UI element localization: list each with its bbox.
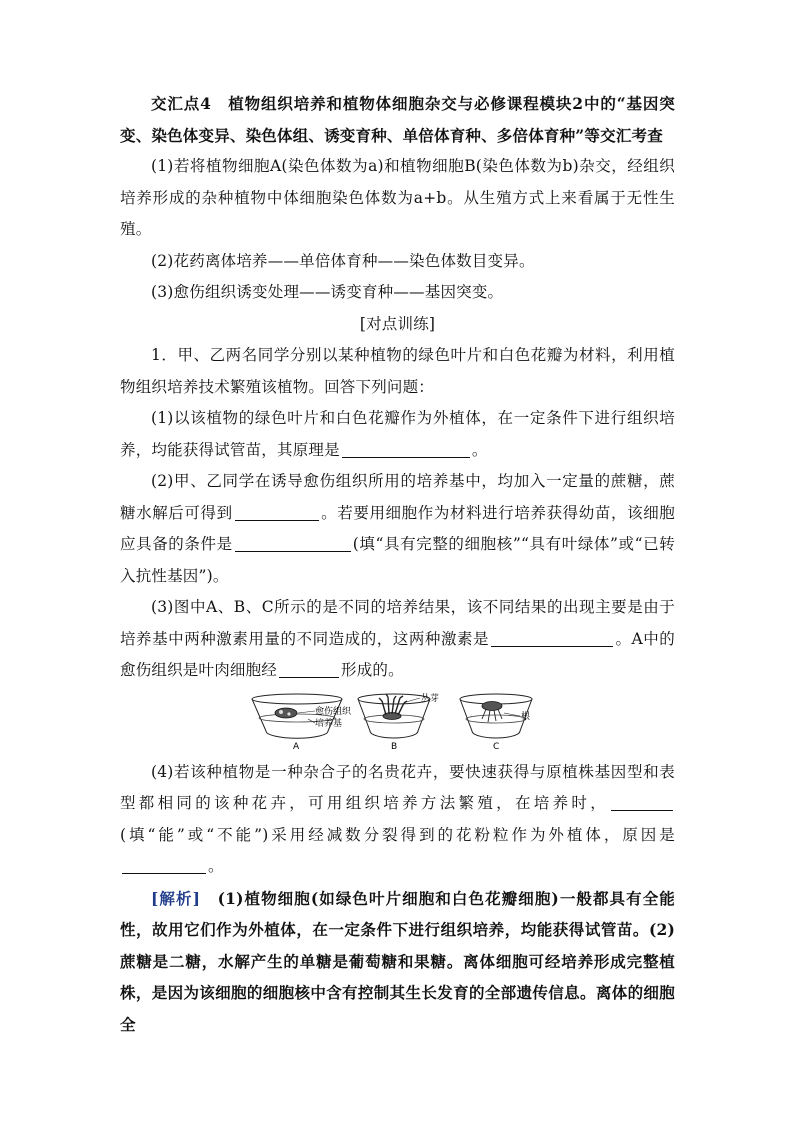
answer-blank-3[interactable]: [235, 535, 351, 552]
q4-text-a: (4)若该种植物是一种杂合子的名贵花卉，要快速获得与原植株基因型和表型都相同的该种花卉，可用组织培养方法繁殖，在培养时，: [120, 762, 675, 812]
label-a: A: [292, 741, 299, 752]
label-b: B: [390, 741, 397, 752]
callus-detail: [279, 710, 283, 714]
callus-mass: [275, 708, 297, 718]
shoot-pointer: [406, 698, 420, 702]
section-point-3: (3)愈伤组织诱变处理——诱变育种——基因突变。: [151, 283, 504, 301]
answer-blank-6[interactable]: [611, 794, 673, 811]
q1-text-a: (1)以该植物的绿色叶片和白色花瓣作为外植体，在一定条件下进行组织培养，均能获得试管苗，其原理是: [120, 409, 675, 459]
q2-text-c: (填“具有完整的细胞核”“具有叶绿体”或“已转入抗性基因”)。: [120, 535, 675, 585]
label-callus: 愈伤组织: [314, 706, 351, 717]
question-part-1: [120, 403, 675, 466]
callus-pointer: [298, 711, 315, 713]
culture-figure: [248, 689, 548, 753]
q3-text-c: 形成的。: [341, 661, 404, 679]
training-header: [对点训练]: [359, 314, 436, 333]
flask-a: [252, 694, 352, 752]
flask-b: [358, 692, 439, 752]
section-point-1: (1)若将植物细胞A(染色体数为a)和植物细胞B(染色体数为b)杂交，经组织培养形成的杂种植物中体细胞染色体数为a+b。从生殖方式上来看属于无性生殖。: [120, 157, 675, 238]
root-callus: [482, 701, 502, 710]
medium-pointer: [308, 719, 315, 723]
q3-text-b: 。A中的愈伤组织是叶肉细胞经: [120, 629, 675, 679]
label-shoot: 丛芽: [420, 693, 439, 704]
answer-blank-7[interactable]: [122, 857, 206, 874]
q2-text-a: (2)甲、乙同学在诱导愈伤组织所用的培养基中，均加入一定量的蔗糖，蔗糖水解后可得到: [120, 472, 675, 522]
analysis-tag: [解析]: [151, 888, 201, 908]
q4-text-b: (填“能”或“不能”)采用经减数分裂得到的花粉粒作为外植体，原因是: [120, 825, 675, 844]
flask-a-rim: [252, 694, 342, 704]
question-part-3: [120, 592, 675, 687]
q3-text-a: (3)图中A、B、C所示的是不同的培养结果，该不同结果的出现主要是由于培养基中两种激素用量的不同造成的，这两种激素是: [120, 598, 675, 648]
analysis-text: (1)植物细胞(如绿色叶片细胞和白色花瓣细胞)一般都具有全能性，故用它们作为外植体，在一定条件下进行组织培养，均能获得试管苗。(2)蔗糖是二糖，水解产生的单糖是葡萄糖和果糖。离体细胞可经培养形成完整植株，是因为该细胞的细胞核中含有控制其生长发育的全部遗传信息。离体的细胞全: [120, 888, 676, 1034]
label-medium: 培养基: [314, 718, 342, 729]
page-content: [120, 88, 675, 1040]
answer-blank-1[interactable]: [342, 441, 470, 458]
answer-blank-2[interactable]: [235, 504, 319, 521]
callus-detail: [287, 712, 290, 715]
question-stem: 1．甲、乙两名同学分别以某种植物的绿色叶片和白色花瓣为材料，利用植物组织培养技术繁殖该植物。回答下列问题：: [120, 346, 675, 396]
section-title: 交汇点4 植物组织培养和植物体细胞杂交与必修课程模块2中的“基因突变、染色体变异、染色体组、诱变育种、单倍体育种、多倍体育种”等交汇考查: [120, 94, 675, 145]
question-part-4: [120, 757, 675, 883]
label-root: 根: [520, 711, 530, 722]
section-point-2: (2)花药离体培养——单倍体育种——染色体数目变异。: [151, 251, 535, 270]
label-c: C: [492, 741, 499, 752]
answer-blank-5[interactable]: [279, 661, 339, 678]
q2-text-b: 。若要用细胞作为材料进行培养获得幼苗，该细胞应具备的条件是: [120, 503, 676, 553]
answer-blank-4[interactable]: [491, 630, 613, 647]
q1-text-b: 。: [471, 440, 488, 459]
q4-text-c: 。: [208, 857, 224, 875]
question-part-2: [120, 466, 675, 592]
analysis-paragraph: [120, 883, 675, 1041]
flask-c: [460, 694, 532, 752]
